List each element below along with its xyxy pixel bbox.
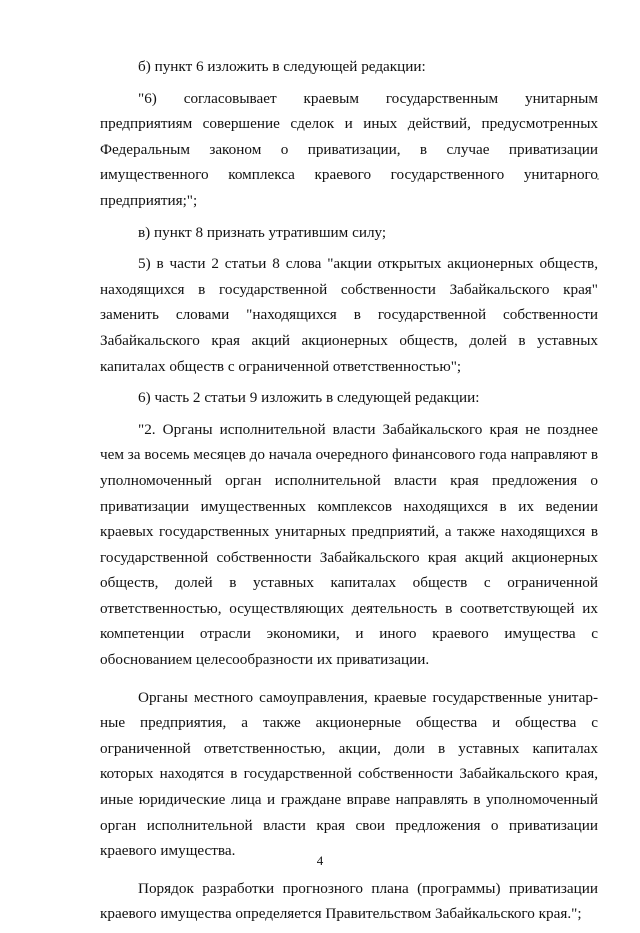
paragraph-item-5: 5) в части 2 статьи 8 слова "акции открытых акционерных обществ, находящихся в государственной собственности Забайкальского края" заменить словами "находящихся в государственной собственности Забайкальского края акций акционерных обществ, долей в уставных капиталах обществ с ограниченной ответственностью"; bbox=[100, 255, 598, 375]
paragraph-quoted-item-6: "6) согласовывает краевым государственным унитарным предприятиям совершение сделок и иных действий, предусмотренных Федеральным законом о приватизации, в случае приватизации имущественного комплекса краевого государственного унитарного предприятия;"; bbox=[100, 89, 598, 209]
paragraph-item-b: б) пункт 6 изложить в следующей редакции: bbox=[138, 58, 426, 75]
paragraph-procedure: Порядок разработки прогнозного плана (программы) приватизации краевого имущества определяется Правительством Забайкальского края."; bbox=[100, 879, 598, 923]
document-body bbox=[100, 54, 598, 933]
paragraph-item-6: 6) часть 2 статьи 9 изложить в следующей редакции: bbox=[138, 389, 480, 407]
paragraph-item-v: в) пункт 8 признать утратившим силу; bbox=[138, 223, 387, 241]
paragraph-local-bodies: Органы местного самоуправления, краевые государственные унитарные предприятия, а также акционерные общества и общества с ограниченной ответственностью, акции, доли в уставных капиталах которых находятся в государственной собственности Забайкальского края, иные юридические лица и граждане вправе направлять в уполномоченный орган исполнительной власти края свои предложения о приватизации краевого имущества. bbox=[100, 688, 598, 860]
paragraph-quoted-part-2: "2. Органы исполнительной власти Забайкальского края не позднее чем за восемь месяцев до начала очередного финансового года направляют в уполномоченный орган исполнительной власти края предложения о приватизации имущественных комплексов находящихся в их ведении краевых государственных унитарных предприятий, а также находящихся в государственной собственности Забайкальского края акций акционерных обществ, долей в уставных капиталах обществ с ограниченной ответственностью, осуществляющих деятельность в соответствующей их компетенции отрасли экономики, и иного краевого имущества с обоснованием целесообразности их приватизации. bbox=[100, 420, 598, 669]
page-number: 4 bbox=[316, 853, 324, 868]
